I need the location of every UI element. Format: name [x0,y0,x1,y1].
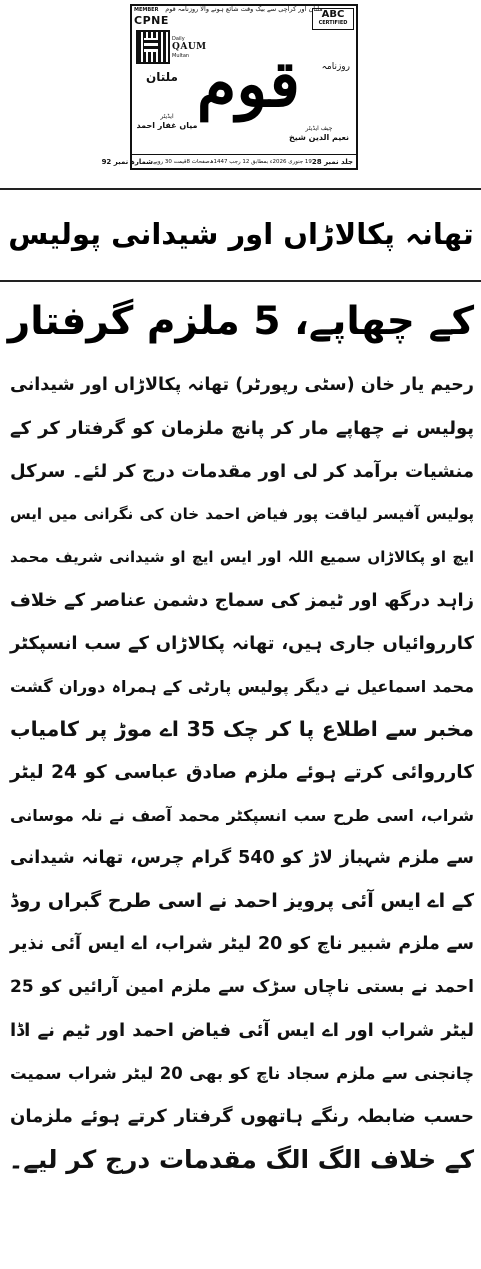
issue-number: شمارہ نمبر 92 [101,157,154,166]
article-line: سے ملزم شبیر ناچ کو 20 لیٹر شراب، اے ایس آئی نذیر [10,934,474,954]
volume-number: جلد نمبر 28 [311,157,353,166]
abc-certified-badge [312,8,354,30]
editor-block [136,112,198,130]
article-line: چانجنی سے ملزم سجاد ناچ کو بھی 20 لیٹر شراب سمیت [10,1064,474,1083]
article-line: ایچ او پکالاڑاں سمیع اللہ اور ایس ایچ او شیدانی شریف محمد [10,548,474,566]
daily-en-label: Daily [172,36,185,42]
member-label: MEMBER [134,7,159,13]
article-line: منشیات برآمد کر لی اور مقدمات درج کر لئے۔ سرکل [10,461,474,482]
article-body [10,364,474,1181]
headline-line-1: تھانہ پکالاڑاں اور شیدانی پولیس [8,217,474,251]
page-count: صفحات 8 [186,158,210,165]
qaum-logo: قوم [196,47,300,122]
article-line: شراب، اسی طرح سب انسپکٹر محمد آصف نے نلہ موسانی [10,806,474,825]
issue-price: قیمت 30 روپے [153,158,187,165]
article-line: محمد اسماعیل نے دیگر پولیس پارٹی کے ہمراہ دوران گشت [10,677,474,696]
article-line: رحیم یار خان (سٹی رپورٹر) تھانہ پکالاڑاں اور شیدانی [10,375,474,395]
editor-name: میاں غفار احمد [136,121,198,130]
chief-editor-name: نعیم الدین شیخ [288,133,350,142]
city-ur-label: ملتان [146,70,178,84]
qaum-en-label: QAUM [172,42,207,52]
dateline-bar [101,154,356,168]
headline-divider [0,280,481,282]
article-line: پولیس نے چھاپے مار کر پانچ ملزمان کو گرفتار کر کے [10,418,474,439]
article-line: پولیس آفیسر لیاقت پور فیاض احمد خان کی نگرانی میں ایس [10,505,474,523]
daily-ur-label: روزنامہ [321,62,350,72]
multan-en-label: Multan [172,53,190,59]
masthead-tagline: ملتان اور کراچی سے بیک وقت شائع ہونے والا روزنامہ قوم [165,5,323,13]
newspaper-masthead [101,4,358,170]
chief-editor-block [286,124,352,142]
headline-line-2: کے چھاپے، 5 ملزم گرفتار [7,299,474,344]
qr-code-icon [136,30,170,64]
article-line: کے خلاف الگ الگ مقدمات درج کر لیے۔ [8,1145,474,1174]
article-line: سے ملزم شہباز لاڑ کو 540 گرام چرس، تھانہ شیدانی [10,848,474,868]
article-line: کارروائیاں جاری ہیں، تھانہ پکالاڑاں کے سب انسپکٹر [10,633,474,654]
editor-title: ایڈیٹر [160,113,174,120]
article-line: احمد نے بستی ناچاں سڑک سے ملزم امین آرائیں کو 25 [10,977,474,997]
article-line: حسب ضابطہ رنگے ہاتھوں گرفتار کرتے ہوئے ملزمان [10,1106,474,1127]
abc-label: ABC [321,9,345,20]
article-line: زاہد درگھ اور ٹیمز کی سماج دشمن عناصر کے خلاف [10,590,474,611]
chief-editor-title: چیف ایڈیٹر [305,125,333,132]
issue-date: 19 جنوری 2026ء بمطابق 12 رجب 1447ھ [209,158,312,165]
article-line: مخبر سے اطلاع پا کر چک 35 اے موڑ پر کامیاب [10,717,474,741]
article-line: لیٹر شراب اور اے ایس آئی فیاض احمد اور ٹیم نے اڈا [10,1020,474,1041]
certified-label: CERTIFIED [318,20,348,26]
article-line: کارروائی کرتے ہوئے ملزم صادق عباسی کو 24 لیٹر [10,762,474,783]
top-divider [0,188,481,190]
cpne-label: CPNE [134,14,169,27]
article-line: کے اے ایس آئی پرویز احمد نے اسی طرح گبراں روڈ [10,890,474,912]
